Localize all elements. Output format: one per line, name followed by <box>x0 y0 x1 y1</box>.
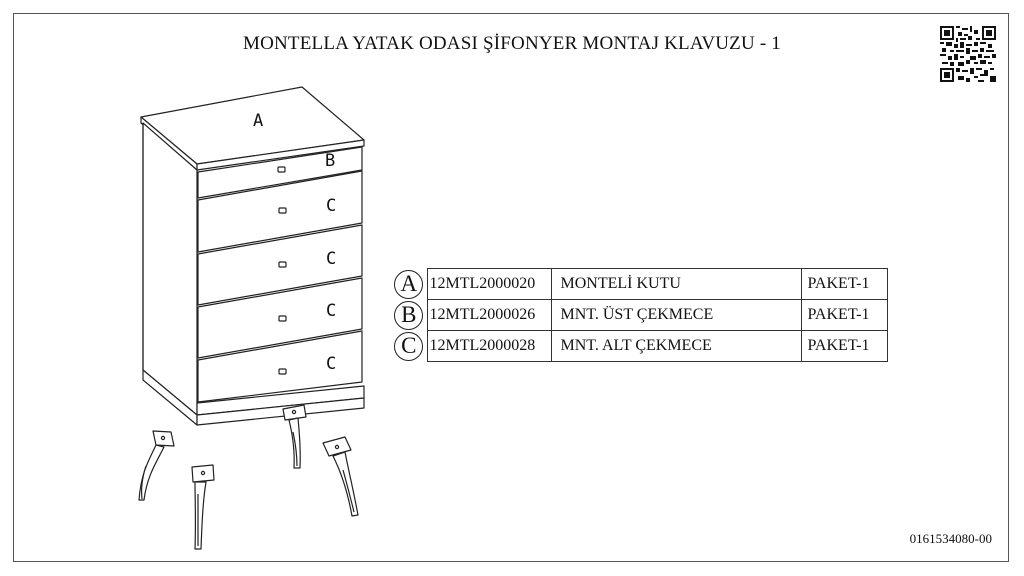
part-letter-badge: B <box>394 301 423 330</box>
part-letter-badge: A <box>394 270 423 299</box>
document-number: 0161534080-00 <box>909 531 992 546</box>
leg-3 <box>283 405 306 468</box>
table-row <box>391 269 887 300</box>
leg-2 <box>192 465 214 549</box>
part-code: 12MTL2000028 <box>427 331 551 362</box>
page-title: MONTELLA YATAK ODASI ŞİFONYER MONTAJ KLAVUZU - 1 <box>242 33 782 54</box>
parts-table <box>391 268 888 362</box>
part-code: 12MTL2000020 <box>427 269 551 300</box>
label-drawer-b: B <box>325 151 336 171</box>
label-drawer-c-2: C <box>326 249 337 269</box>
label-top-a: A <box>253 111 264 131</box>
part-code: 12MTL2000026 <box>427 300 551 331</box>
part-description: MNT. ÜST ÇEKMECE <box>551 300 801 331</box>
part-description: MONTELİ KUTU <box>551 269 801 300</box>
part-package: PAKET-1 <box>801 269 887 300</box>
leg-4 <box>323 437 358 516</box>
leg-1 <box>139 431 174 500</box>
table-row <box>391 300 887 331</box>
label-drawer-c-4: C <box>326 354 337 374</box>
label-drawer-c-3: C <box>326 301 337 321</box>
part-package: PAKET-1 <box>801 331 887 362</box>
label-drawer-c-1: C <box>326 196 337 216</box>
table-row <box>391 331 887 362</box>
part-description: MNT. ALT ÇEKMECE <box>551 331 801 362</box>
part-package: PAKET-1 <box>801 300 887 331</box>
side-panel <box>143 123 197 415</box>
part-letter-badge: C <box>394 332 423 361</box>
